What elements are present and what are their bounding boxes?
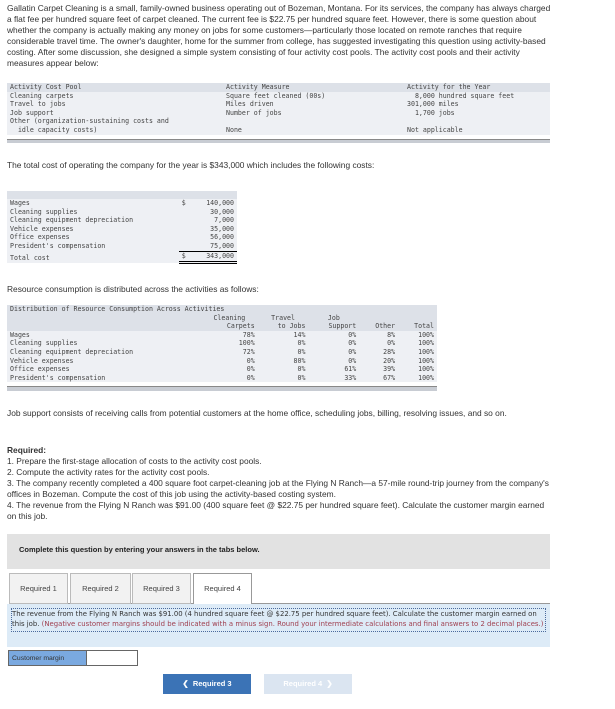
required-item: 4. The revenue from the Flying N Ranch was $91.00 (400 square feet @ $22.75 per hundred square feet). Calculate the customer margin earned on this job. <box>7 500 545 521</box>
customer-margin-input[interactable] <box>86 650 138 666</box>
table-cell <box>179 208 192 217</box>
distribution-table <box>7 305 437 391</box>
table-title-row <box>7 305 437 314</box>
table-cell: Office expenses <box>7 233 179 242</box>
table-row <box>7 225 237 234</box>
table-cell: 0% <box>258 374 309 383</box>
table-cell: 100% <box>398 348 437 357</box>
table-cell: 7,000 <box>192 216 237 225</box>
table-cell: 20% <box>359 357 398 366</box>
chevron-right-icon: ❯ <box>322 679 333 688</box>
table-row <box>7 109 550 118</box>
column-header: Cleaning <box>201 314 258 323</box>
chevron-left-icon: ❮ <box>182 679 193 688</box>
table-cell: 0% <box>201 365 258 374</box>
table-row <box>7 117 550 134</box>
job-support-text: Job support consists of receiving calls from potential customers at the home office, scheduling jobs, billing, resolving issues, and so on. <box>7 408 507 418</box>
table-cell: Wages <box>7 199 179 208</box>
required-item: 2. Compute the activity rates for the activity cost pools. <box>7 467 210 477</box>
required-item: 1. Prepare the first-stage allocation of costs to the activity cost pools. <box>7 456 262 466</box>
table-cell: 28% <box>359 348 398 357</box>
table-cell: 0% <box>258 365 309 374</box>
table-cell: 0% <box>308 339 359 348</box>
table-cell: 0% <box>308 357 359 366</box>
table-cell: 0% <box>359 339 398 348</box>
table-row <box>7 100 550 109</box>
column-header: Carpets <box>201 322 258 331</box>
column-header <box>359 314 398 323</box>
table-header-row <box>7 191 237 199</box>
question-prompt: The revenue from the Flying N Ranch was $91.00 (4 hundred square feet @ $22.75 per hundred square feet). Calculate the customer margin earned on this job. (Negative customer margins should be indicated with a minus sign. Round your intermediate calculations and final answers to 2 decimal places.) <box>7 604 550 647</box>
table-row <box>7 357 437 366</box>
table-cell: 100% <box>201 339 258 348</box>
table-cell: 72% <box>201 348 258 357</box>
table-header-row <box>7 314 437 323</box>
table-cell: President's compensation <box>7 242 179 251</box>
table-cell: Square feet cleaned (00s) <box>226 91 326 100</box>
table-cell: 0% <box>201 374 258 383</box>
column-header: Activity for the Year <box>407 83 491 91</box>
table-cell: Cleaning equipment depreciation <box>7 216 179 225</box>
table-cell: 33% <box>308 374 359 383</box>
table-cell: 0% <box>201 357 258 366</box>
required-section <box>7 445 552 522</box>
table-cell: None <box>226 125 242 134</box>
table-title: Distribution of Resource Consumption Across Activities <box>7 305 437 314</box>
table-row <box>7 233 237 242</box>
table-cell: Job support <box>10 108 54 117</box>
table-row <box>7 339 437 348</box>
table-cell: Cleaning supplies <box>7 208 179 217</box>
total-row <box>7 251 237 263</box>
table-cell: 39% <box>359 365 398 374</box>
tab-required-2[interactable]: Required 2 <box>70 573 131 604</box>
table-row <box>7 216 237 225</box>
table-cell <box>179 233 192 242</box>
table-cell: 0% <box>308 348 359 357</box>
table-cell: 67% <box>359 374 398 383</box>
total-value: 343,000 <box>192 251 237 263</box>
column-header: Activity Measure <box>226 83 290 91</box>
table-cell: Travel to jobs <box>10 100 66 109</box>
table-cell: Miles driven <box>226 100 274 109</box>
table-cell: $ <box>179 199 192 208</box>
table-row <box>7 242 237 251</box>
table-cell: 100% <box>398 331 437 340</box>
table-row <box>7 199 237 208</box>
customer-margin-label: Customer margin <box>8 650 88 666</box>
table-cell: Vehicle expenses <box>7 357 201 366</box>
table-cell: $ <box>179 251 192 263</box>
table-cell: 100% <box>398 365 437 374</box>
table-cell: 8,000 hundred square feet <box>407 91 515 100</box>
table-cell: 8% <box>359 331 398 340</box>
table-cell: 56,000 <box>192 233 237 242</box>
table-cell: 78% <box>201 331 258 340</box>
table-header-row <box>7 83 550 92</box>
table-cell <box>179 225 192 234</box>
table-cell: Cleaning carpets <box>10 91 74 100</box>
tab-required-4[interactable]: Required 4 <box>193 573 252 605</box>
table-row <box>7 208 237 217</box>
tab-required-3[interactable]: Required 3 <box>132 573 191 604</box>
table-cell: 80% <box>258 357 309 366</box>
activity-pool-table <box>7 83 550 143</box>
total-label: Total cost <box>7 251 179 263</box>
table-cell: Not applicable <box>407 125 463 134</box>
table-footer-row <box>7 135 550 143</box>
total-cost-text: The total cost of operating the company for the year is $343,000 which includes the following costs: <box>7 160 375 170</box>
table-row <box>7 374 437 383</box>
table-cell <box>7 322 201 331</box>
column-header: Job <box>308 314 359 323</box>
table-cell: 100% <box>398 339 437 348</box>
column-header: Support <box>308 322 359 331</box>
table-cell: 140,000 <box>192 199 237 208</box>
table-cell <box>179 216 192 225</box>
table-row <box>7 92 550 101</box>
table-cell: 301,000 miles <box>407 100 459 109</box>
column-header <box>398 314 437 323</box>
table-footer-row <box>7 382 437 391</box>
table-row <box>7 365 437 374</box>
table-cell: 100% <box>398 374 437 383</box>
table-cell: 100% <box>398 357 437 366</box>
table-cell: Cleaning supplies <box>7 339 201 348</box>
column-header: to Jobs <box>258 322 309 331</box>
table-cell: Other (organization-sustaining costs and idle capacity costs) <box>10 117 169 134</box>
table-row <box>7 331 437 340</box>
tab-bar <box>9 573 550 604</box>
resource-text: Resource consumption is distributed across the activities as follows: <box>7 284 259 294</box>
table-cell <box>7 314 201 323</box>
instructions-banner: Complete this question by entering your answers in the tabs below. <box>7 534 550 569</box>
table-cell: 61% <box>308 365 359 374</box>
table-header-row <box>7 322 437 331</box>
table-cell: 14% <box>258 331 309 340</box>
table-cell: 0% <box>258 348 309 357</box>
cost-table <box>7 191 237 264</box>
table-cell <box>179 242 192 251</box>
table-cell: 75,000 <box>192 242 237 251</box>
required-item: 3. The company recently completed a 400 square foot carpet-cleaning job at the Flying N Ranch—a 57-mile round-trip journey from the company's offices in Bozeman. Compute the cost of this job using the activity-based costing system. <box>7 478 549 499</box>
table-cell: 0% <box>308 331 359 340</box>
tab-required-1[interactable]: Required 1 <box>9 573 68 604</box>
column-header: Total <box>398 322 437 331</box>
table-cell: Vehicle expenses <box>7 225 179 234</box>
next-required-4-button[interactable]: Required 4 ❯ <box>264 674 352 694</box>
table-cell: President's compensation <box>7 374 201 383</box>
table-cell: 1,700 jobs <box>407 108 455 117</box>
table-cell: Wages <box>7 331 201 340</box>
table-row <box>7 348 437 357</box>
table-cell: Office expenses <box>7 365 201 374</box>
table-cell: 0% <box>258 339 309 348</box>
column-header: Other <box>359 322 398 331</box>
column-header: Travel <box>258 314 309 323</box>
table-cell: 35,000 <box>192 225 237 234</box>
prev-required-3-button[interactable]: ❮ Required 3 <box>163 674 251 694</box>
table-cell: Cleaning equipment depreciation <box>7 348 201 357</box>
intro-text: Gallatin Carpet Cleaning is a small, family-owned business operating out of Bozeman, Montana. For its services, the company has always charged a flat fee per hundred square feet of carpet cleaned. The current fee is $22.75 per hundred square feet. However, there is some question about whether the company is actually making any money on jobs for some customers—particularly those located on remote ranches that require considerable travel time. The owner's daughter, home for the summer from college, has suggested investigating this question using activity-based costing. After some discussion, she designed a simple system consisting of four activity cost pools. The activity cost pools and their activity measures appear below: <box>7 3 551 68</box>
table-cell: 30,000 <box>192 208 237 217</box>
required-title: Required: <box>7 445 47 455</box>
table-cell: Number of jobs <box>226 108 282 117</box>
column-header: Activity Cost Pool <box>10 83 82 91</box>
